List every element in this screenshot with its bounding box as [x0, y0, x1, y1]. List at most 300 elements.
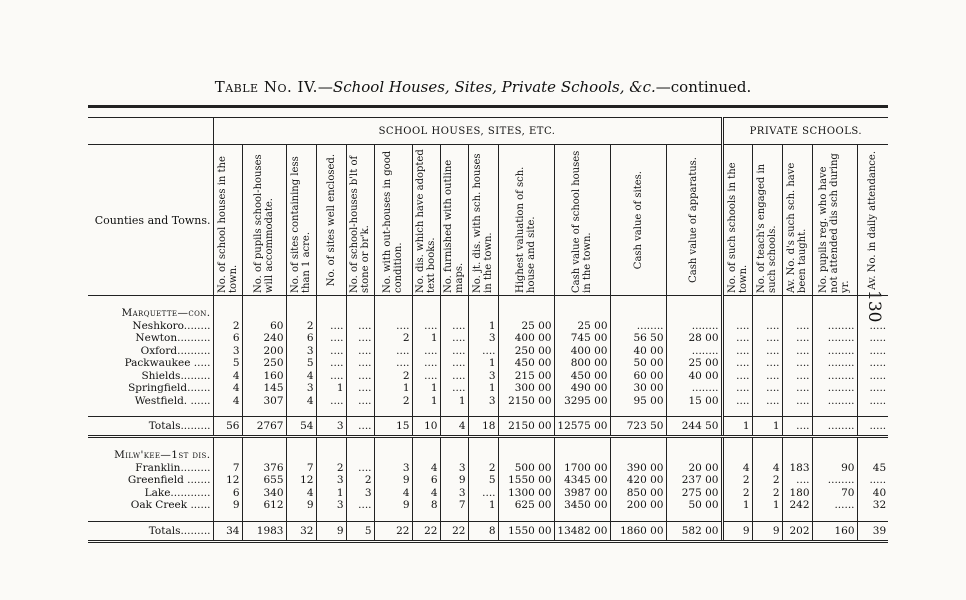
- value-c3: 4: [286, 487, 316, 500]
- value-c5: ....: [346, 462, 374, 475]
- value-c1: 3: [213, 345, 242, 358]
- empty-cell: [722, 305, 752, 320]
- value-c15: 2: [752, 474, 782, 487]
- value-c2: 1983: [242, 521, 286, 541]
- table-row: [88, 499, 888, 512]
- value-c9: 1: [468, 357, 498, 370]
- value-c18: .....: [857, 382, 888, 395]
- value-c9: 1: [468, 499, 498, 512]
- value-c15: ....: [752, 332, 782, 345]
- header-days-taught: Av. No. d's such sch. have been taught.: [786, 162, 808, 293]
- table-row: [88, 332, 888, 345]
- value-c15: ....: [752, 382, 782, 395]
- value-c12: 723 50: [610, 417, 666, 437]
- empty-cell: [782, 305, 812, 320]
- gap-cell: [812, 407, 857, 417]
- value-c8: ....: [440, 357, 468, 370]
- value-c14: 9: [722, 521, 752, 541]
- gap-cell: [412, 296, 440, 306]
- value-c6: ....: [374, 357, 412, 370]
- value-c15: ....: [752, 345, 782, 358]
- value-c3: 32: [286, 521, 316, 541]
- header-counties-towns: Counties and Towns.: [88, 145, 213, 296]
- value-c6: 2: [374, 332, 412, 345]
- value-c5: ....: [346, 357, 374, 370]
- value-c11: 3987 00: [554, 487, 610, 500]
- value-c3: 4: [286, 395, 316, 408]
- gap-cell: [722, 296, 752, 306]
- empty-cell: [213, 447, 242, 462]
- value-c5: ....: [346, 499, 374, 512]
- gap-cell: [666, 296, 722, 306]
- value-c16: ....: [782, 345, 812, 358]
- empty-cell: [857, 447, 888, 462]
- value-c16: ....: [782, 474, 812, 487]
- value-c10: 250 00: [498, 345, 554, 358]
- town-name: Totals.........: [88, 521, 213, 541]
- value-c7: 22: [412, 521, 440, 541]
- value-c7: ....: [412, 370, 440, 383]
- value-c15: 4: [752, 462, 782, 475]
- value-c1: 9: [213, 499, 242, 512]
- gap-cell: [440, 437, 468, 448]
- gap-cell: [857, 296, 888, 306]
- value-c2: 145: [242, 382, 286, 395]
- value-c2: 2767: [242, 417, 286, 437]
- title-dash: —: [317, 78, 333, 96]
- empty-cell: [812, 447, 857, 462]
- group-private-schools: PRIVATE SCHOOLS.: [722, 118, 888, 145]
- value-c6: 2: [374, 370, 412, 383]
- value-c16: 183: [782, 462, 812, 475]
- gap-cell: [286, 407, 316, 417]
- value-c8: ....: [440, 345, 468, 358]
- gap-cell: [812, 296, 857, 306]
- value-c8: 1: [440, 395, 468, 408]
- empty-cell: [782, 447, 812, 462]
- gap-cell: [554, 296, 610, 306]
- gap-cell: [857, 512, 888, 522]
- value-c10: 500 00: [498, 462, 554, 475]
- value-c17: 160: [812, 521, 857, 541]
- value-c18: .....: [857, 395, 888, 408]
- value-c5: ....: [346, 395, 374, 408]
- value-c10: 2150 00: [498, 417, 554, 437]
- value-c5: 3: [346, 487, 374, 500]
- value-c1: 4: [213, 382, 242, 395]
- value-c11: 400 00: [554, 345, 610, 358]
- empty-cell: [752, 305, 782, 320]
- value-c3: 7: [286, 462, 316, 475]
- value-c13: 237 00: [666, 474, 722, 487]
- value-c2: 160: [242, 370, 286, 383]
- town-name: Westfield. ......: [134, 394, 211, 407]
- value-c6: ....: [374, 345, 412, 358]
- value-c14: 2: [722, 487, 752, 500]
- value-c17: 70: [812, 487, 857, 500]
- value-c1: 12: [213, 474, 242, 487]
- header-outhouses: No. with out-houses in good condition.: [382, 150, 404, 293]
- gap-cell: [498, 437, 554, 448]
- column-header-row: [88, 145, 888, 296]
- value-c4: 3: [316, 499, 346, 512]
- gap-cell: [498, 407, 554, 417]
- town-name: Totals.........: [88, 417, 213, 437]
- value-c3: 9: [286, 499, 316, 512]
- table-row: [88, 320, 888, 333]
- header-daily-attendance: Av. No. in daily attendance.: [867, 150, 879, 290]
- header-sites-enclosed: No. of sites well enclosed.: [325, 153, 337, 287]
- value-c11: 25 00: [554, 320, 610, 333]
- value-c9: 18: [468, 417, 498, 437]
- value-c4: ....: [316, 345, 346, 358]
- spacer-row: [88, 407, 888, 417]
- value-c17: ........: [812, 382, 857, 395]
- value-c13: ........: [666, 345, 722, 358]
- value-c8: 4: [440, 417, 468, 437]
- value-c10: 625 00: [498, 499, 554, 512]
- totals-row: [88, 417, 888, 437]
- value-c13: ........: [666, 382, 722, 395]
- gap-cell: [346, 296, 374, 306]
- value-c5: ....: [346, 370, 374, 383]
- value-c16: ....: [782, 332, 812, 345]
- value-c5: ....: [346, 417, 374, 437]
- town-name: Packwaukee .....: [124, 357, 211, 369]
- town-name: Springfield.......: [128, 382, 211, 394]
- value-c12: 56 50: [610, 332, 666, 345]
- empty-cell: [610, 447, 666, 462]
- value-c5: ....: [346, 345, 374, 358]
- gap-cell: [610, 407, 666, 417]
- value-c7: ....: [412, 345, 440, 358]
- value-c15: 1: [752, 417, 782, 437]
- value-c3: 12: [286, 474, 316, 487]
- value-c17: ........: [812, 320, 857, 333]
- gap-cell: [88, 437, 213, 448]
- value-c1: 4: [213, 395, 242, 408]
- value-c18: 45: [857, 462, 888, 475]
- value-c2: 376: [242, 462, 286, 475]
- value-c10: 300 00: [498, 382, 554, 395]
- gap-cell: [412, 512, 440, 522]
- gap-cell: [857, 437, 888, 448]
- header-pupils-accommodate: No. of pupils school-houses will accommodate.: [253, 154, 275, 293]
- gap-cell: [752, 512, 782, 522]
- value-c15: 1: [752, 499, 782, 512]
- table-row: [88, 395, 888, 408]
- value-c5: ....: [346, 320, 374, 333]
- value-c14: 4: [722, 462, 752, 475]
- gap-cell: [666, 512, 722, 522]
- value-c10: 450 00: [498, 357, 554, 370]
- empty-cell: [498, 305, 554, 320]
- value-c12: 1860 00: [610, 521, 666, 541]
- gap-cell: [440, 512, 468, 522]
- value-c18: 40: [857, 487, 888, 500]
- group-header-row: [88, 118, 888, 145]
- gap-cell: [782, 437, 812, 448]
- value-c1: 34: [213, 521, 242, 541]
- gap-cell: [88, 512, 213, 522]
- value-c15: ....: [752, 357, 782, 370]
- value-c13: 244 50: [666, 417, 722, 437]
- value-c14: ....: [722, 332, 752, 345]
- value-c1: 2: [213, 320, 242, 333]
- gap-cell: [610, 296, 666, 306]
- empty-cell: [857, 305, 888, 320]
- value-c9: ....: [468, 487, 498, 500]
- value-c13: 25 00: [666, 357, 722, 370]
- value-c2: 612: [242, 499, 286, 512]
- top-rule: [88, 107, 888, 118]
- value-c14: 1: [722, 499, 752, 512]
- value-c15: ....: [752, 370, 782, 383]
- value-c15: 9: [752, 521, 782, 541]
- value-c8: 3: [440, 487, 468, 500]
- value-c5: ....: [346, 382, 374, 395]
- empty-cell: [346, 305, 374, 320]
- header-cash-school-houses: Cash value of school houses in the town.: [571, 150, 593, 293]
- value-c15: ....: [752, 395, 782, 408]
- value-c18: .....: [857, 474, 888, 487]
- value-c9: ....: [468, 345, 498, 358]
- value-c9: 3: [468, 332, 498, 345]
- value-c6: ....: [374, 320, 412, 333]
- empty-cell: [440, 447, 468, 462]
- value-c7: ....: [412, 320, 440, 333]
- empty-cell: [610, 305, 666, 320]
- town-name: Lake............: [144, 486, 211, 499]
- value-c14: ....: [722, 382, 752, 395]
- gap-cell: [213, 437, 242, 448]
- gap-cell: [722, 512, 752, 522]
- empty-cell: [722, 447, 752, 462]
- gap-cell: [752, 437, 782, 448]
- gap-cell: [666, 437, 722, 448]
- gap-cell: [242, 296, 286, 306]
- empty-cell: [286, 447, 316, 462]
- value-c5: ....: [346, 332, 374, 345]
- value-c10: 1300 00: [498, 487, 554, 500]
- value-c9: 1: [468, 320, 498, 333]
- value-c8: ....: [440, 320, 468, 333]
- value-c6: 2: [374, 395, 412, 408]
- value-c4: ....: [316, 370, 346, 383]
- group-school-houses: SCHOOL HOUSES, SITES, ETC.: [213, 118, 722, 145]
- spacer-row: [88, 296, 888, 306]
- gap-cell: [88, 407, 213, 417]
- value-c9: 3: [468, 395, 498, 408]
- value-c15: 2: [752, 487, 782, 500]
- table-row: [88, 382, 888, 395]
- value-c16: ....: [782, 417, 812, 437]
- town-name: Oxford..........: [140, 344, 211, 357]
- town-name: Neshkoro........: [132, 319, 211, 332]
- empty-cell: [812, 305, 857, 320]
- value-c13: 40 00: [666, 370, 722, 383]
- value-c12: 50 00: [610, 357, 666, 370]
- value-c17: 90: [812, 462, 857, 475]
- empty-cell: [468, 305, 498, 320]
- gap-cell: [316, 437, 346, 448]
- value-c2: 250: [242, 357, 286, 370]
- gap-cell: [610, 512, 666, 522]
- gap-cell: [610, 437, 666, 448]
- gap-cell: [468, 437, 498, 448]
- value-c16: ....: [782, 370, 812, 383]
- value-c12: 95 00: [610, 395, 666, 408]
- gap-cell: [213, 407, 242, 417]
- value-c9: 5: [468, 474, 498, 487]
- value-c13: 582 00: [666, 521, 722, 541]
- value-c4: 3: [316, 474, 346, 487]
- value-c7: 4: [412, 487, 440, 500]
- value-c11: 13482 00: [554, 521, 610, 541]
- gap-cell: [440, 407, 468, 417]
- value-c1: 7: [213, 462, 242, 475]
- value-c6: 4: [374, 487, 412, 500]
- region-name: Milw'kee—1st dis.: [114, 449, 211, 461]
- value-c8: ....: [440, 332, 468, 345]
- region-row: [88, 305, 888, 320]
- value-c6: 9: [374, 499, 412, 512]
- gap-cell: [722, 437, 752, 448]
- header-joint-districts: No. jt. dis. with sch. houses in the town.: [472, 153, 494, 293]
- empty-cell: [242, 447, 286, 462]
- empty-cell: [554, 305, 610, 320]
- town-name: Shields.........: [141, 369, 211, 382]
- gap-cell: [752, 296, 782, 306]
- table-row: [88, 357, 888, 370]
- gap-cell: [346, 437, 374, 448]
- value-c12: 390 00: [610, 462, 666, 475]
- header-cash-sites: Cash value of sites.: [632, 170, 644, 270]
- table-row: [88, 487, 888, 500]
- value-c3: 4: [286, 370, 316, 383]
- value-c7: 8: [412, 499, 440, 512]
- value-c12: ........: [610, 320, 666, 333]
- value-c11: 800 00: [554, 357, 610, 370]
- value-c7: 1: [412, 332, 440, 345]
- value-c17: ........: [812, 370, 857, 383]
- header-private-teachers: No. of teach's engaged in such schools.: [756, 163, 778, 293]
- gap-cell: [752, 407, 782, 417]
- value-c10: 25 00: [498, 320, 554, 333]
- value-c6: 9: [374, 474, 412, 487]
- gap-cell: [374, 437, 412, 448]
- value-c12: 420 00: [610, 474, 666, 487]
- region-row: [88, 447, 888, 462]
- value-c7: ....: [412, 357, 440, 370]
- header-pupils-not-attended: No. pupils reg. who have not attended dis sch during yr.: [818, 153, 851, 293]
- value-c1: 6: [213, 487, 242, 500]
- header-stone-brick: No. of school-houses b'lt of stone or br'k.: [349, 155, 371, 293]
- gap-cell: [242, 512, 286, 522]
- empty-cell: [554, 447, 610, 462]
- value-c5: 2: [346, 474, 374, 487]
- table-continued: —continued.: [655, 78, 752, 96]
- table-subject: School Houses, Sites, Private Schools, &c.: [332, 78, 656, 96]
- header-outline-maps: No. furnished with outline maps.: [443, 159, 465, 293]
- value-c12: 850 00: [610, 487, 666, 500]
- value-c4: 2: [316, 462, 346, 475]
- town-name: Newton..........: [135, 332, 211, 344]
- gap-cell: [374, 407, 412, 417]
- gap-cell: [857, 407, 888, 417]
- value-c12: 60 00: [610, 370, 666, 383]
- value-c6: 1: [374, 382, 412, 395]
- gap-cell: [316, 512, 346, 522]
- value-c6: 22: [374, 521, 412, 541]
- value-c9: 3: [468, 370, 498, 383]
- value-c14: ....: [722, 395, 752, 408]
- value-c16: ....: [782, 320, 812, 333]
- value-c3: 2: [286, 320, 316, 333]
- value-c10: 215 00: [498, 370, 554, 383]
- gap-cell: [666, 407, 722, 417]
- value-c10: 2150 00: [498, 395, 554, 408]
- value-c16: 242: [782, 499, 812, 512]
- value-c14: ....: [722, 357, 752, 370]
- value-c18: 32: [857, 499, 888, 512]
- value-c1: 6: [213, 332, 242, 345]
- value-c10: 1550 00: [498, 521, 554, 541]
- empty-cell: [213, 305, 242, 320]
- value-c13: 275 00: [666, 487, 722, 500]
- empty-cell: [346, 447, 374, 462]
- value-c16: ....: [782, 395, 812, 408]
- value-c6: 15: [374, 417, 412, 437]
- value-c5: 5: [346, 521, 374, 541]
- value-c11: 745 00: [554, 332, 610, 345]
- value-c8: 9: [440, 474, 468, 487]
- gap-cell: [812, 512, 857, 522]
- gap-cell: [468, 512, 498, 522]
- value-c2: 60: [242, 320, 286, 333]
- gap-cell: [722, 407, 752, 417]
- value-c9: 8: [468, 521, 498, 541]
- gap-cell: [782, 296, 812, 306]
- gap-cell: [316, 407, 346, 417]
- gap-cell: [286, 512, 316, 522]
- gap-cell: [374, 512, 412, 522]
- value-c7: 1: [412, 395, 440, 408]
- value-c7: 4: [412, 462, 440, 475]
- value-c8: 7: [440, 499, 468, 512]
- value-c4: ....: [316, 395, 346, 408]
- value-c1: 5: [213, 357, 242, 370]
- region-name: Marquette—con.: [121, 307, 211, 319]
- value-c13: 28 00: [666, 332, 722, 345]
- gap-cell: [316, 296, 346, 306]
- value-c4: 1: [316, 382, 346, 395]
- gap-cell: [812, 437, 857, 448]
- value-c2: 340: [242, 487, 286, 500]
- value-c3: 6: [286, 332, 316, 345]
- town-name: Greenfield .......: [127, 474, 211, 486]
- empty-cell: [412, 305, 440, 320]
- value-c14: 2: [722, 474, 752, 487]
- value-c1: 4: [213, 370, 242, 383]
- value-c14: ....: [722, 370, 752, 383]
- town-name: Franklin.........: [135, 461, 211, 474]
- header-highest-valuation: Highest valuation of sch. house and site.: [515, 166, 537, 293]
- gap-cell: [412, 437, 440, 448]
- value-c2: 307: [242, 395, 286, 408]
- page-number: 130: [864, 290, 884, 323]
- gap-cell: [554, 437, 610, 448]
